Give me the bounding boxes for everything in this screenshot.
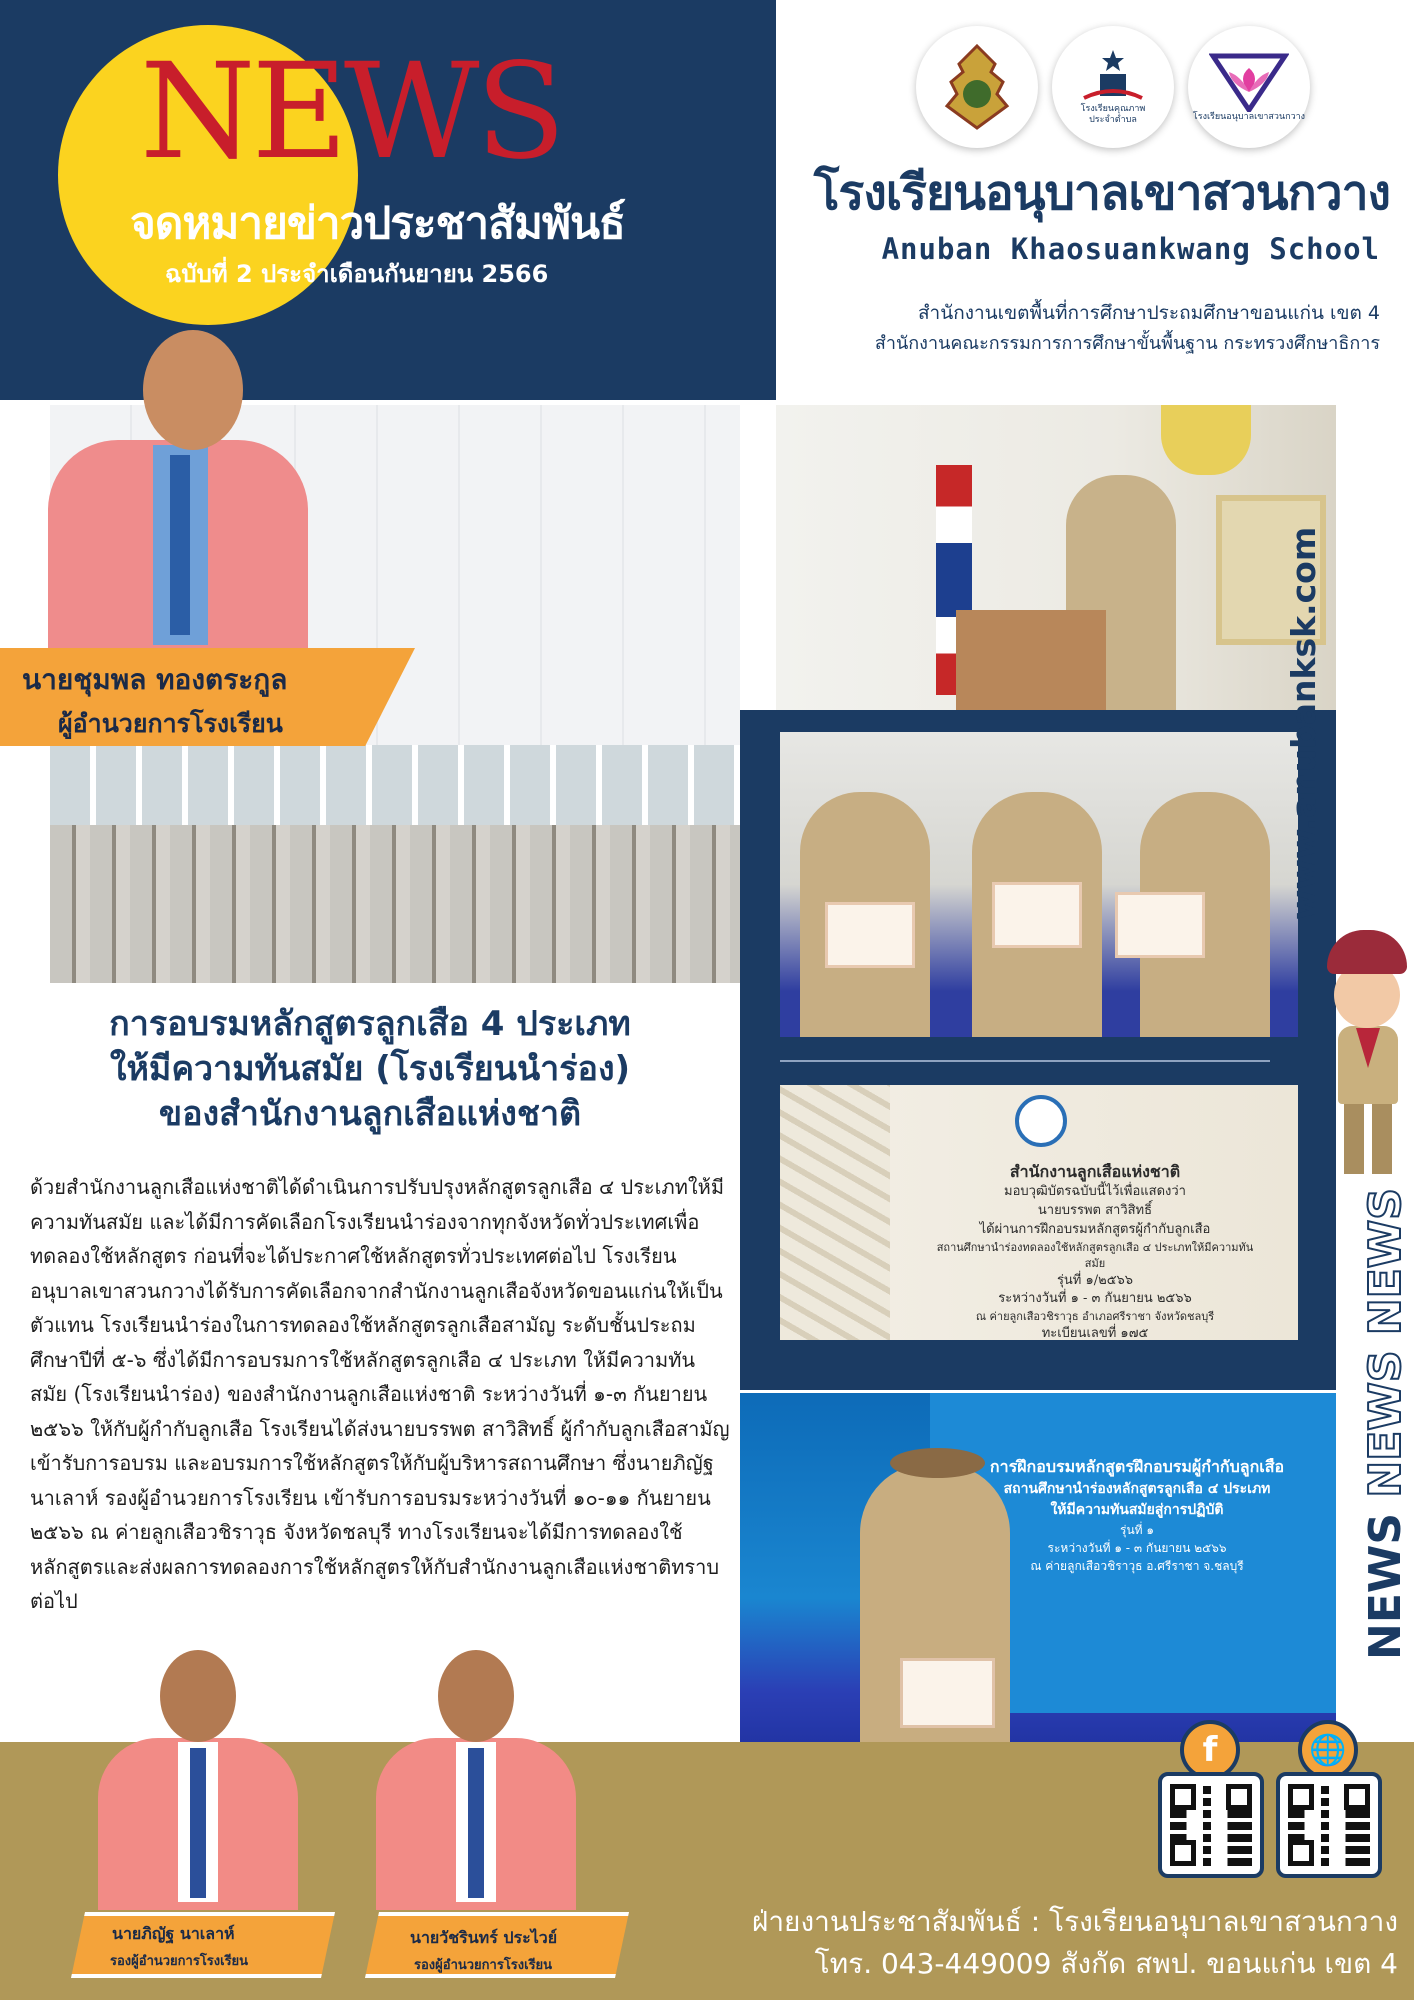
- vertical-news-1: NEWS: [1360, 1512, 1411, 1660]
- rope-decoration: [780, 1085, 890, 1340]
- office-line-1: สำนักงานเขตพื้นที่การศึกษาประถมศึกษาขอนแก่น เขต 4: [917, 302, 1380, 324]
- scout-hat: [890, 1448, 985, 1478]
- newsletter-issue: ฉบับที่ 2 ประจำเดือนกันยายน 2566: [165, 260, 549, 288]
- certificate-line-4: ได้ผ่านการฝึกอบรมหลักสูตรผู้กำกับลูกเสือ: [979, 1221, 1211, 1237]
- vertical-news-banner: [1360, 1188, 1411, 1660]
- footer-department: ฝ่ายงานประชาสัมพันธ์ : โรงเรียนอนุบาลเขาสวนกวาง: [751, 1905, 1398, 1938]
- wall-emblem: [1161, 405, 1251, 475]
- facebook-icon[interactable]: f: [1180, 1720, 1240, 1780]
- deputy-1-head: [160, 1650, 236, 1742]
- mascot-legs: [1344, 1102, 1392, 1174]
- stage-line-5: ระหว่างวันที่ ๑ - ๓ กันยายน ๒๕๖๖: [1047, 1541, 1227, 1555]
- deputy-1-tie: [190, 1748, 206, 1898]
- office-line-2: สำนักงานคณะกรรมการการศึกษาขั้นพื้นฐาน กระทรวงศึกษาธิการ: [874, 333, 1380, 354]
- website-url[interactable]: www.anubanksk.com: [1284, 526, 1323, 920]
- certificate-line-9: ทะเบียนเลขที่ ๑๗๕: [1041, 1326, 1149, 1340]
- school-name-thai: โรงเรียนอนุบาลเขาสวนกวาง: [813, 165, 1390, 221]
- panel-divider: [780, 1060, 1270, 1062]
- scout-seal-icon: [1015, 1095, 1067, 1147]
- director-tie: [170, 455, 190, 635]
- podium: [956, 610, 1106, 710]
- headline-line-3: ของสำนักงานลูกเสือแห่งชาติ: [158, 1094, 582, 1135]
- director-portrait: [48, 330, 308, 650]
- certificate-left: [825, 902, 915, 968]
- certificate-org: สำนักงานลูกเสือแห่งชาติ: [1009, 1162, 1181, 1181]
- vertical-news-3: NEWS: [1360, 1188, 1411, 1336]
- certificate-photo: [780, 1085, 1298, 1340]
- school-name-english: Anuban Khaosuankwang School: [881, 232, 1380, 266]
- stage-photo: [740, 1393, 1336, 1766]
- newsletter-title: จดหมายข่าวประชาสัมพันธ์: [130, 198, 625, 249]
- deputy-2-name: นายวัชรินทร์ ประไวย์: [410, 1928, 558, 1947]
- deputy-1-role: รองผู้อำนวยการโรงเรียน: [110, 1954, 249, 1969]
- stage-line-1: การฝึกอบรมหลักสูตรฝึกอบรมผู้กำกับลูกเสือ: [989, 1457, 1285, 1476]
- deputy-2-role: รองผู้อำนวยการโรงเรียน: [414, 1958, 553, 1973]
- certificate-text: [930, 1160, 1260, 1340]
- qr-finder: [1170, 1784, 1196, 1810]
- masthead-news-word: NEWS: [140, 35, 562, 189]
- certificate-right: [1115, 892, 1205, 958]
- article-body: ด้วยสำนักงานลูกเสือแห่งชาติได้ดำเนินการปรับปรุงหลักสูตรลูกเสือ ๔ ประเภทให้มีความทันสมัย และได้มีการคัดเลือกโรงเรียนนำร่องจากทุกจังหวัดทั่วประเทศเพื่อทดลองใช้หลักสูตร ก่อนที่จะได้ประกาศใช้หลักสูตรทั่วประเทศต่อไป โรงเรียนอนุบาลเขาสวนกวางได้รับการคัดเลือกจากสำนักงานลูกเสือจังหวัดขอนแก่นให้เป็นตัวแทน โรงเรียนนำร่องในการทดลองใช้หลักสูตรลูกเสือสามัญ ระดับชั้นประถมศึกษาปีที่ ๕-๖ ซึ่งได้มีการอบรมการใช้หลักสูตรลูกเสือ ๔ ประเภท ให้มีความทันสมัย (โรงเรียนนำร่อง) ของสำนักงานลูกเสือแห่งชาติ ระหว่างวันที่ ๑-๓ กันยายน ๒๕๖๖ ให้กับผู้กำกับลูกเสือ โรงเรียนได้ส่งนายบรรพต สาวิสิทธิ์ ผู้กำกับลูกเสือสามัญเข้ารับการอบรม และอบรมการใช้หลักสูตรให้กับผู้บริหารสถานศึกษา ซึ่งนายภิญัฐ นาเลาห์ รองผู้อำนวยการโรงเรียน เข้ารับการอบรมระหว่างวันที่ ๑๐-๑๑ กันยายน ๒๕๖๖ ณ ค่ายลูกเสือวชิราวุธ จังหวัดชลบุรี ทางโรงเรียนจะได้มีการทดลองใช้หลักสูตรและส่งผลการทดลองการใช้หลักสูตรให้กับสำนักงานลูกเสือแห่งชาติทราบต่อไป: [30, 1175, 730, 1613]
- deputy-1-name: นายภิญัฐ นาเลาห์: [112, 1924, 235, 1943]
- school-logo-caption: โรงเรียนอนุบาลเขาสวนกวาง: [1192, 111, 1306, 122]
- teacher-certificate: [900, 1658, 995, 1728]
- qr-finder: [1288, 1840, 1314, 1866]
- stage-line-3: ให้มีความทันสมัยสู่การปฏิบัติ: [1050, 1502, 1224, 1518]
- website-qr-code[interactable]: [1276, 1772, 1382, 1878]
- footer-contact: โทร. 043-449009 สังกัด สพป. ขอนแก่น เขต 4: [814, 1947, 1398, 1980]
- deputy-portrait-2: [376, 1650, 576, 1910]
- certificate-line-5: สถานศึกษานำร่องทดลองใช้หลักสูตรลูกเสือ ๔ ประเภทให้มีความทันสมัย: [936, 1240, 1254, 1270]
- certificate-line-6: รุ่นที่ ๑/๒๕๖๖: [1056, 1272, 1134, 1288]
- obec-emblem-icon: [916, 26, 1038, 148]
- stage-line-2: สถานศึกษานำร่องหลักสูตรลูกเสือ ๔ ประเภท: [1003, 1481, 1271, 1497]
- article-headline: [20, 1002, 720, 1138]
- certificate-name: นายบรรพต สาวิสิทธิ์: [1037, 1203, 1153, 1219]
- headline-line-2: ให้มีความทันสมัย (โรงเรียนนำร่อง): [109, 1049, 631, 1090]
- certificate-recipients-photo: [780, 732, 1298, 1037]
- qr-finder: [1288, 1784, 1314, 1810]
- speaker-podium-photo: [776, 405, 1336, 710]
- mascot-beret: [1327, 930, 1407, 974]
- deputy-portrait-1: [98, 1650, 298, 1910]
- quality-school-caption: โรงเรียนคุณภาพ ประจำตำบล: [1080, 104, 1146, 125]
- stage-line-4: รุ่นที่ ๑: [1120, 1523, 1154, 1537]
- qr-finder: [1170, 1840, 1196, 1866]
- quality-school-icon: [1052, 26, 1174, 148]
- vertical-news-2: NEWS: [1360, 1350, 1411, 1498]
- certificate-center: [992, 882, 1082, 948]
- deputy-2-tie: [468, 1748, 484, 1898]
- certificate-line-7: ระหว่างวันที่ ๑ - ๓ กันยายน ๒๕๖๖: [998, 1291, 1192, 1307]
- scout-mascot-icon: [1322, 930, 1414, 1180]
- director-title: ผู้อำนวยการโรงเรียน: [58, 709, 283, 738]
- certificate-line-2: มอบวุฒิบัตรฉบับนี้ไว้เพื่อแสดงว่า: [1004, 1184, 1186, 1200]
- scout-crowd: [50, 825, 740, 983]
- school-lotus-icon: [1188, 26, 1310, 148]
- qr-finder: [1344, 1784, 1370, 1810]
- facebook-qr-code[interactable]: [1158, 1772, 1264, 1878]
- qr-finder: [1226, 1784, 1252, 1810]
- headline-line-1: การอบรมหลักสูตรลูกเสือ 4 ประเภท: [109, 1004, 631, 1044]
- certificate-line-8: ณ ค่ายลูกเสือวชิราวุธ อำเภอศรีราชา จังหวัดชลบุรี: [975, 1310, 1215, 1324]
- director-head: [143, 330, 243, 450]
- director-name: นายชุมพล ทองตระกูล: [22, 663, 288, 696]
- deputy-2-head: [438, 1650, 514, 1742]
- stage-line-6: ณ ค่ายลูกเสือวชิราวุธ อ.ศรีราชา จ.ชลบุรี: [1030, 1559, 1244, 1573]
- globe-icon[interactable]: 🌐: [1298, 1720, 1358, 1780]
